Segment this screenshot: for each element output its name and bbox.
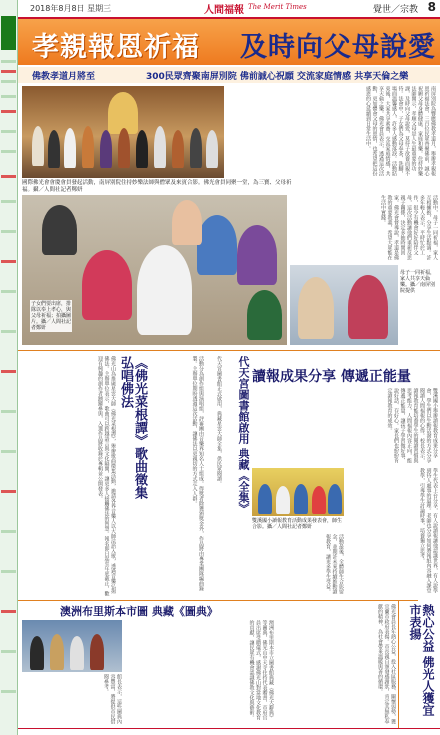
- person: [172, 130, 184, 168]
- subheadline-1: 佛教孝道月將至: [32, 72, 96, 82]
- strip-row: [1, 260, 16, 263]
- person: [100, 130, 112, 168]
- strip-row: [1, 150, 16, 153]
- temple-ceremony-photo: [22, 86, 224, 178]
- masthead-logo: 人間福報: [204, 5, 244, 16]
- article2-text-2: 學生代表上台分享，有人說讀報讓他認識世界，有人說學到待人處事的道理。老師也分享如何將報紙內容融入課堂教學，引導學生討論時事，培養獨立思考。: [419, 468, 438, 593]
- article3-text-2: 活動分為創作組與演唱組，評審團由音樂界知名人士組成。得獎者除獲頒獎金外，作品將由專業團隊編曲錄製。主辦單位期盼透過這次活動，讓佛法以更親切的方式走入人群。: [191, 356, 204, 591]
- person: [90, 634, 104, 670]
- person: [136, 130, 148, 168]
- bottom-rule: [18, 728, 440, 729]
- person: [70, 636, 84, 670]
- person: [50, 634, 64, 670]
- person: [197, 215, 237, 275]
- brisbane-library-photo: [22, 620, 122, 672]
- strip-row: [1, 450, 16, 453]
- article1-title: 代天宮圖書館啟用 典藏《全集》: [237, 356, 250, 514]
- person: [118, 128, 130, 168]
- strip-row: [1, 95, 16, 98]
- masthead-english: The Merit Times: [248, 3, 307, 11]
- headline-part1: 孝親報恩祈福: [32, 32, 200, 63]
- article3-title: 《佛光菜根譚》歌曲徵集 弘唱佛法: [118, 356, 147, 499]
- subheadline-2: 300民眾齊聚南屏別院 佛前誠心祝願 交流家庭情感 共享天倫之樂: [146, 72, 409, 82]
- person: [258, 484, 272, 514]
- issue-date: 2018年8月8日 星期三: [30, 4, 112, 13]
- strip-row: [1, 530, 16, 533]
- person: [82, 250, 132, 320]
- photo3-caption: 母子一同祈福，家人共享天倫樂。攝／南屏別院提供: [400, 270, 436, 294]
- article2-text-3: 活動最後，全體師生合影留念，並期許未來持續推動讀報教育，讓更多學生受益。: [325, 534, 344, 594]
- strip-row: [1, 490, 16, 493]
- strip-row: [1, 370, 16, 373]
- article4-title: 澳洲布里斯本市圖 典藏《圖典》: [60, 605, 218, 618]
- person: [32, 126, 44, 166]
- strip-row: [1, 570, 16, 573]
- strip-row: [1, 70, 16, 73]
- person: [42, 205, 77, 255]
- person: [298, 277, 334, 339]
- subheadline-bar: [18, 67, 440, 83]
- article5-title: 熱心公益 佛光人獲宜市表揚: [408, 604, 435, 717]
- article2-text: 雙溪國小舉辦讀報教育成果分享會，學生們以生動活潑的方式分享閱讀人間福報的心得。校長表示，讀報教育能培養學生的閱讀習慣與思考能力，人間福報內容正向，能傳遞正能量，讓孩子學習做好事、說好話、存好心。家長們也紛紛肯定讀報教育的成效。: [386, 388, 438, 463]
- strip-row: [1, 130, 16, 133]
- person: [328, 484, 342, 514]
- person: [190, 128, 202, 168]
- section-divider: [18, 350, 440, 351]
- person: [64, 128, 76, 168]
- person: [276, 486, 290, 514]
- main-headline-banner: [18, 19, 440, 65]
- page-header: [18, 0, 440, 19]
- side-logo: [1, 16, 16, 50]
- article4-text: 澳洲布里斯本市立圖書館典藏《佛光大辭典》等圖典，佛光山中天寺住持代表贈書，市府官員出席受贈儀式，感謝佛光山對當地文化教育的貢獻，讓民眾有機會認識佛教文化與藝術。: [248, 620, 274, 720]
- person: [237, 225, 277, 285]
- article1-text: 代天宮圖書館正式啟用，典藏星雲大師全集，供民眾閱讀。: [216, 356, 222, 486]
- section-divider: [18, 600, 418, 601]
- side-index-strip: [0, 0, 18, 735]
- strip-row: [1, 410, 16, 413]
- article2-caption: 雙溪國小讀報教育活動成果發表會，師生合影。攝／人間社記者鄭妍: [252, 518, 343, 530]
- person: [348, 275, 388, 339]
- strip-row: [1, 330, 16, 333]
- strip-row: [1, 230, 16, 233]
- strip-row: [1, 60, 16, 63]
- article2-title: 讀報成果分享 傳遞正能量: [252, 369, 411, 385]
- column-divider: [398, 600, 399, 728]
- article5-text: 佛光會員長年熱心公益，投入社區服務、關懷弱勢，獲宜蘭市政府表揚。市長親自頒發感謝狀，肯定其無私奉獻的精神，為社會帶來溫暖與善的循環。: [377, 604, 396, 724]
- strip-row: [1, 80, 16, 83]
- section-name: 覺世／宗教: [372, 5, 418, 15]
- photo2-caption: 子女們要出席，排隊以奉上孝心，與父母祈福；拍攝圖片。攝／人間社記者鄭妍: [31, 301, 72, 331]
- person: [30, 636, 44, 670]
- article3-text: 佛光山為推廣星雲大師《佛光菜根譚》，舉辦歌曲徵集活動，邀請各界音樂人以大師法語入歌，透過音樂弘揚佛法。主辦單位表示，歌曲可以跨越語言與文化隔閡，讓更多人接觸佛法的智慧。報名即日起至年底截止，歡迎有興趣的創作者踴躍參與，入選作品將收錄於專輯並公開發表。: [97, 356, 116, 596]
- person: [172, 200, 202, 245]
- lead-article-text: 南屏別院為響應佛教孝道月，舉辦孝親報恩祈福法會，三百位民眾齊聚佛前，誠心祝願父母身體健康、家庭和樂。住持妙樂法師開示，孝順父母是人生最重要的功課，及時向父母說愛，莫待子欲養而親不待。法會中，子女們為父母奉茶、洗腳，場面溫馨感人，許多人感動落淚。活動結束後，大家共享素齋，交流家庭情感，共享天倫之樂。佛光會員表示，透過這次活動，更加體會父母的恩情，也希望把這份感恩的心延續到日常生活中。: [365, 86, 436, 176]
- strip-row: [1, 175, 16, 178]
- page-number: 8: [427, 0, 436, 14]
- person: [137, 245, 192, 335]
- mother-son-photo: [290, 265, 398, 345]
- strip-row: [1, 110, 16, 113]
- lead-article-continued: 活動中，母子一同祈福，家人互相擁抱，分享生活點滴。許多年輕人表示，平時忙於工作，很少有機會好好陪伴父母，這次活動讓他們重新反思親子關係，決定多抽時間回家。佛光會督導說，孝道是佛教的重要教義，希望大眾能在生活中實踐。: [380, 195, 438, 260]
- person: [312, 486, 326, 514]
- person: [294, 484, 308, 514]
- article4-text-2: 館長表示，這些圖典內容豐富，將提供市民借閱參考。: [103, 674, 122, 724]
- person: [206, 130, 218, 168]
- person: [48, 130, 60, 168]
- strip-row: [1, 610, 16, 613]
- headline-part2: 及時向父母說愛: [240, 32, 436, 63]
- reading-event-photo: [252, 468, 344, 516]
- strip-row: [1, 290, 16, 293]
- strip-row: [1, 650, 16, 653]
- strip-row: [1, 690, 16, 693]
- person: [154, 126, 166, 168]
- strip-row: [1, 200, 16, 203]
- person: [247, 290, 282, 340]
- photo1-caption: 國際佛光會會慶會員發起活動，南屏別院住持妙樂法師與僧眾及來賓合影。佛光會員同聚一堂，為三寶、父母祈福。攝／人間社記者鄭妍: [22, 180, 292, 193]
- person: [82, 126, 94, 168]
